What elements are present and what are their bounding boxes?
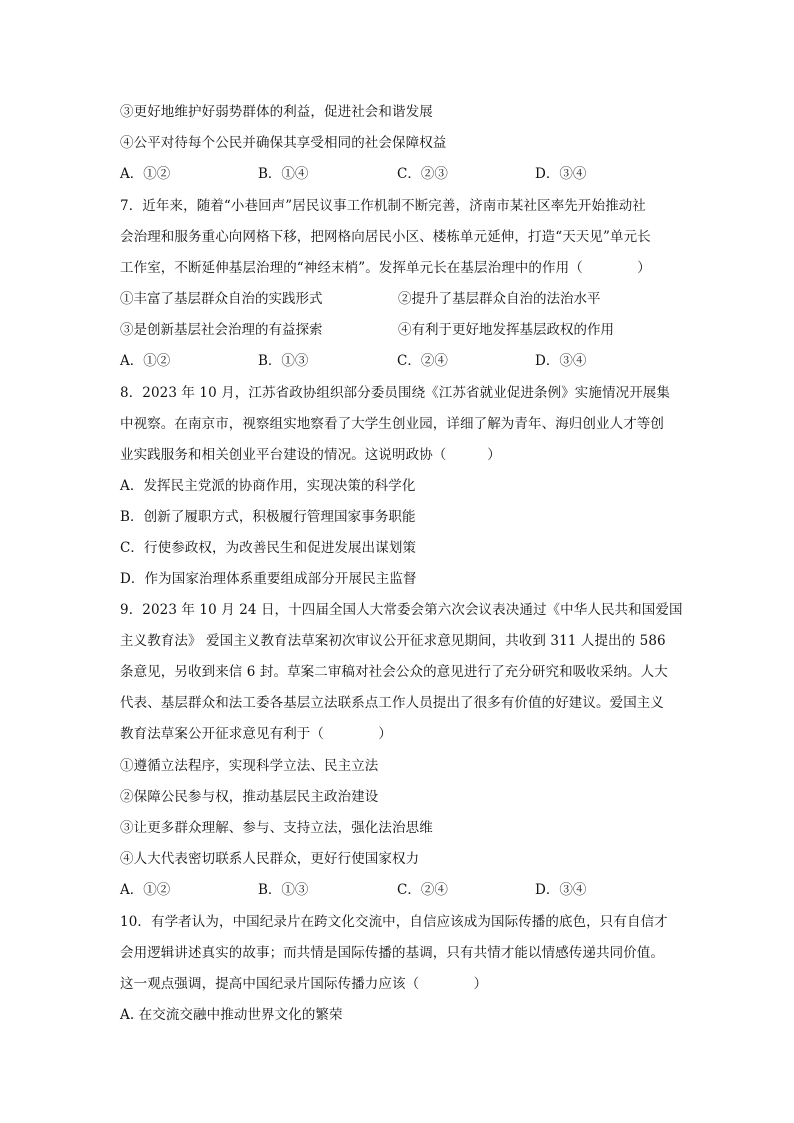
q7-statement-2: ②提升了基层群众自治的法治水平 xyxy=(398,291,601,307)
q6-option-d: D．③④ xyxy=(535,166,587,182)
q8-option-d: D．作为国家治理体系重要组成部分开展民主监督 xyxy=(120,571,417,587)
q6-option-b: B．①④ xyxy=(258,166,309,182)
q9-option-a: A．①② xyxy=(120,882,171,898)
q9-stem-line-2: 主义教育法》 爱国主义教育法草案初次审议公开征求意见期间，共收到 311 人提出的 586 xyxy=(120,633,666,649)
q9-stem-line-4: 代表、基层群众和法工委各基层立法联系点工作人员提出了很多有价值的好建议。爱国主义 xyxy=(120,695,664,711)
q7-stem-line-2: 会治理和服务重心向网格下移，把网格向居民小区、楼栋单元延伸，打造“天天见”单元长 xyxy=(120,229,651,245)
q7-stem-line-1: 7．近年来，随着“小巷回声”居民议事工作机制不断完善，济南市某社区率先开始推动社 xyxy=(120,198,646,214)
q8-stem-line-2: 中视察。在南京市，视察组实地察看了大学生创业园，详细了解为青年、海归创业人才等创 xyxy=(120,416,664,432)
q9-option-c: C．②④ xyxy=(397,882,448,898)
q6-statement-4: ④公平对待每个公民并确保其享受相同的社会保障权益 xyxy=(120,135,447,151)
q9-statement-4: ④人大代表密切联系人民群众，更好行使国家权力 xyxy=(120,851,420,867)
q7-statement-4: ④有利于更好地发挥基层政权的作用 xyxy=(398,322,614,338)
q7-option-c: C．②④ xyxy=(397,353,448,369)
q9-option-d: D．③④ xyxy=(535,882,587,898)
q6-statement-3: ③更好地维护好弱势群体的利益，促进社会和谐发展 xyxy=(120,104,433,120)
q8-option-c: C．行使参政权，为改善民生和促进发展出谋划策 xyxy=(120,540,417,556)
q7-statement-3: ③是创新基层社会治理的有益探索 xyxy=(120,322,323,338)
q9-statement-1: ①遵循立法程序，实现科学立法、民主立法 xyxy=(120,758,379,774)
q9-stem-line-1: 9．2023 年 10 月 24 日，十四届全国人大常委会第六次会议表决通过《中华人民共和国爱国 xyxy=(120,602,683,618)
q8-stem-line-3: 业实践服务和相关创业平台建设的情况。这说明政协（ ） xyxy=(120,447,501,463)
q10-stem-line-1: 10．有学者认为，中国纪录片在跨文化交流中，自信应该成为国际传播的底色，只有自信才 xyxy=(120,914,668,930)
q9-option-b: B．①③ xyxy=(258,882,309,898)
q7-option-a: A．①② xyxy=(120,353,171,369)
q7-statement-1: ①丰富了基层群众自治的实践形式 xyxy=(120,291,323,307)
q9-statement-3: ③让更多群众理解、参与、支持立法，强化法治思维 xyxy=(120,820,433,836)
q6-option-c: C．②③ xyxy=(397,166,448,182)
q7-option-d: D．③④ xyxy=(535,353,587,369)
q8-option-a: A．发挥民主党派的协商作用，实现决策的科学化 xyxy=(120,478,416,494)
q6-option-a: A．①② xyxy=(120,166,171,182)
q8-stem-line-1: 8．2023 年 10 月，江苏省政协组织部分委员围绕《江苏省就业促进条例》实施情况开展集 xyxy=(120,385,670,401)
q8-option-b: B．创新了履职方式，积极履行管理国家事务职能 xyxy=(120,509,416,525)
q9-stem-line-5: 教育法草案公开征求意见有利于（ ） xyxy=(120,726,392,742)
q9-stem-line-3: 条意见，另收到来信 6 封。草案二审稿对社会公众的意见进行了充分研究和吸收采纳。人大 xyxy=(120,664,668,680)
q7-option-b: B．①③ xyxy=(258,353,309,369)
q10-option-a: A. 在交流交融中推动世界文化的繁荣 xyxy=(120,1007,343,1023)
q7-stem-line-3: 工作室，不断延伸基层治理的“神经末梢”。发挥单元长在基层治理中的作用（ ） xyxy=(120,260,651,276)
q9-statement-2: ②保障公民参与权，推动基层民主政治建设 xyxy=(120,789,379,805)
q10-stem-line-3: 这一观点强调，提高中国纪录片国际传播力应该（ ） xyxy=(120,976,488,992)
q10-stem-line-2: 会用逻辑讲述真实的故事；而共情是国际传播的基调，只有共情才能以情感传递共同价值。 xyxy=(120,945,664,961)
